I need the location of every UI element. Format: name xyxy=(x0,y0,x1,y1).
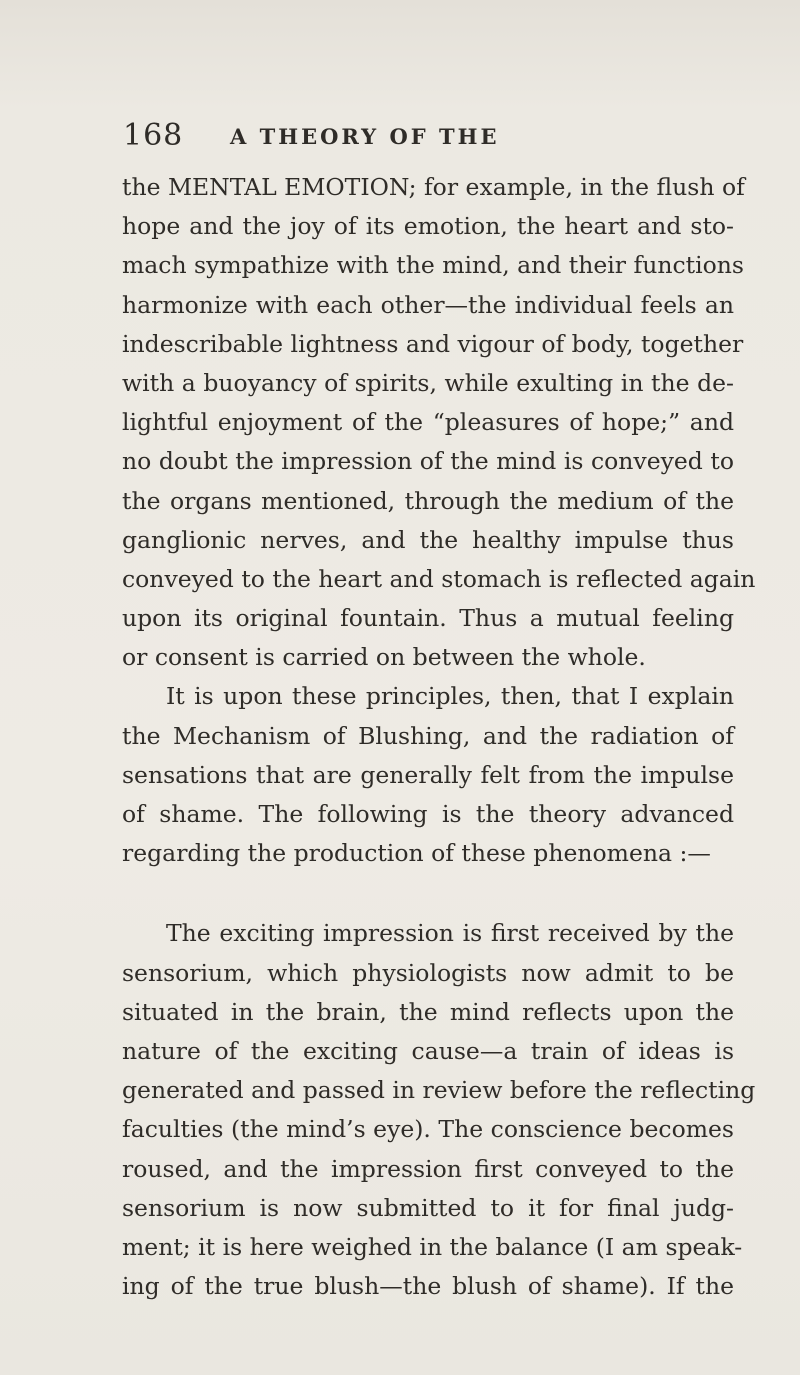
text-line: sensorium is now submitted to it for final judg- xyxy=(122,1193,734,1222)
text-line: The exciting impression is first received by the xyxy=(166,919,734,948)
text-line: the MENTAL EMOTION; for example, in the flush of xyxy=(122,173,745,201)
text-line: hope and the joy of its emotion, the heart and sto- xyxy=(122,212,734,241)
text-line: conveyed to the heart and stomach is reflected again xyxy=(122,564,756,593)
paragraph-1 xyxy=(122,168,756,677)
text-line: harmonize with each other—the individual feels an xyxy=(122,290,734,319)
text-line: sensorium, which physiologists now admit to be xyxy=(122,958,734,987)
text-line: faculties (the mind’s eye). The conscience becomes xyxy=(122,1115,734,1144)
text-line: It is upon these principles, then, that I explain xyxy=(166,682,734,711)
text-line: the Mechanism of Blushing, and the radiation of xyxy=(122,721,734,750)
text-line: generated and passed in review before the reflecting xyxy=(122,1076,756,1105)
text-line: nature of the exciting cause—a train of ideas is xyxy=(122,1036,734,1065)
text-line: or consent is carried on between the whole. xyxy=(122,643,646,672)
page-number: 168 xyxy=(123,118,184,153)
text-line: ing of the true blush—the blush of shame). If the xyxy=(122,1272,734,1301)
text-line: roused, and the impression first conveyed to the xyxy=(122,1154,734,1183)
text-line: the organs mentioned, through the medium of the xyxy=(122,486,734,515)
text-line: indescribable lightness and vigour of body, together xyxy=(122,329,744,358)
text-line: ment; it is here weighed in the balance (I am speak- xyxy=(122,1232,743,1261)
body-text xyxy=(122,168,756,1306)
text-line: lightful enjoyment of the “pleasures of hope;” and xyxy=(122,408,734,437)
paragraph-spacer xyxy=(122,873,734,914)
text-line: with a buoyancy of spirits, while exulting in the de- xyxy=(122,368,734,397)
paragraph-2 xyxy=(122,677,734,873)
text-line: no doubt the impression of the mind is conveyed to xyxy=(122,447,734,476)
text-line: regarding the production of these phenomena :— xyxy=(122,839,711,868)
text-line: situated in the brain, the mind reflects upon the xyxy=(122,997,734,1026)
text-line: upon its original fountain. Thus a mutual feeling xyxy=(122,604,734,633)
text-line: ganglionic nerves, and the healthy impulse thus xyxy=(122,525,734,554)
paragraph-3 xyxy=(122,914,756,1306)
text-line: sensations that are generally felt from the impulse xyxy=(122,760,734,789)
text-line: of shame. The following is the theory advanced xyxy=(122,800,734,828)
running-head: A THEORY OF THE xyxy=(230,124,500,149)
page-header xyxy=(0,118,800,158)
text-line: mach sympathize with the mind, and their functions xyxy=(122,251,744,280)
